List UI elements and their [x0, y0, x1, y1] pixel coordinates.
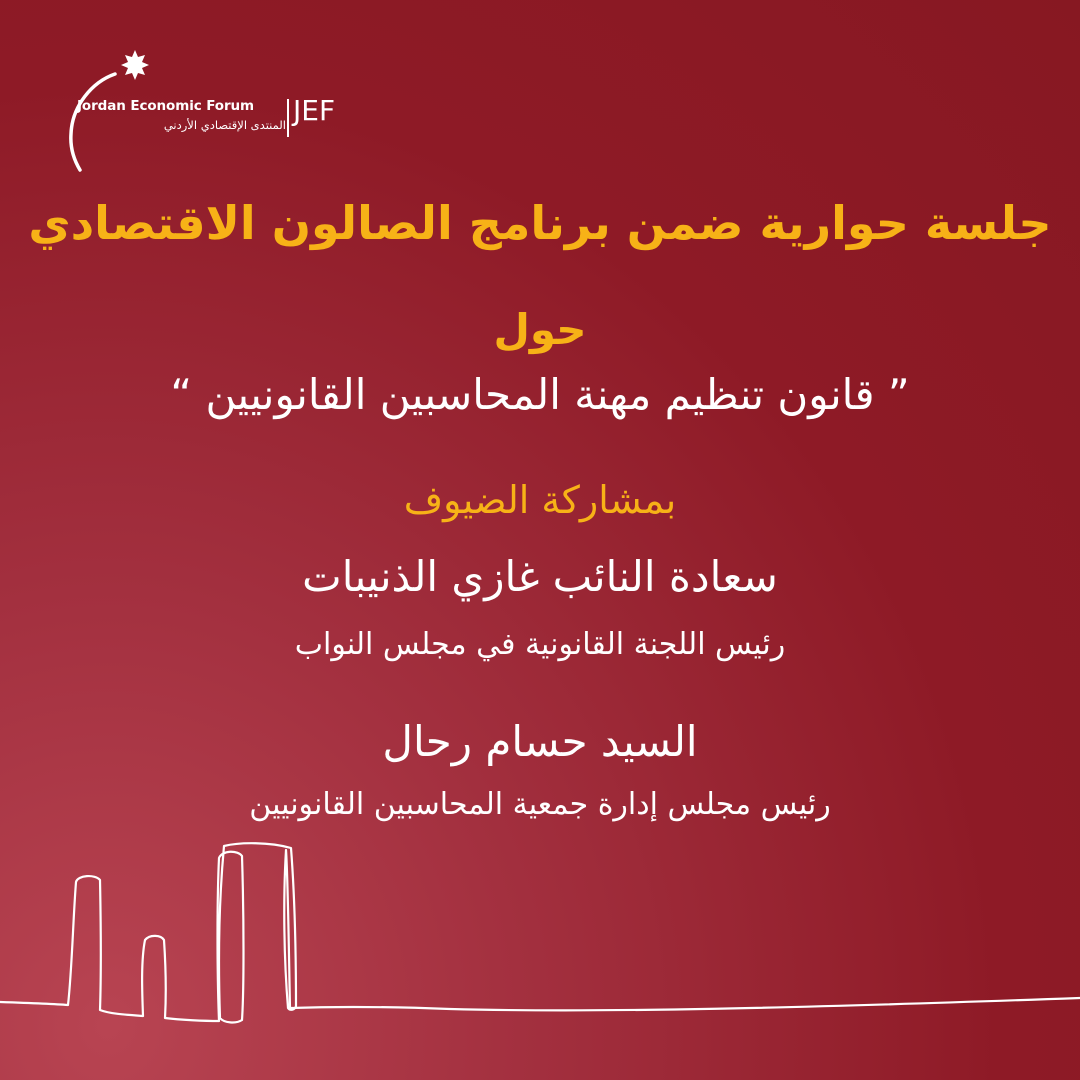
guests-label: بمشاركة الضيوف — [403, 478, 677, 522]
logo-divider — [287, 99, 289, 137]
guest-name: السيد حسام رحال — [382, 717, 698, 766]
logo-name-ar: المنتدى الإقتصادي الأردني — [163, 118, 286, 132]
guest-role: رئيس اللجنة القانونية في مجلس النواب — [294, 627, 786, 662]
session-topic: ” قانون تنظيم مهنة المحاسبين القانونيين “ — [170, 370, 910, 419]
session-heading: جلسة حوارية ضمن برنامج الصالون الاقتصادي — [28, 196, 1052, 250]
logo-abbr: JEF — [293, 94, 336, 127]
logo-name-en: Jordan Economic Forum — [77, 98, 255, 114]
jef-logo — [62, 48, 362, 178]
about-label: حول — [493, 305, 587, 354]
pillars-line-drawing — [0, 820, 1080, 1080]
guest-role: رئيس مجلس إدارة جمعية المحاسبين القانونيين — [249, 787, 831, 822]
guest-name: سعادة النائب غازي الذنيبات — [302, 552, 778, 601]
